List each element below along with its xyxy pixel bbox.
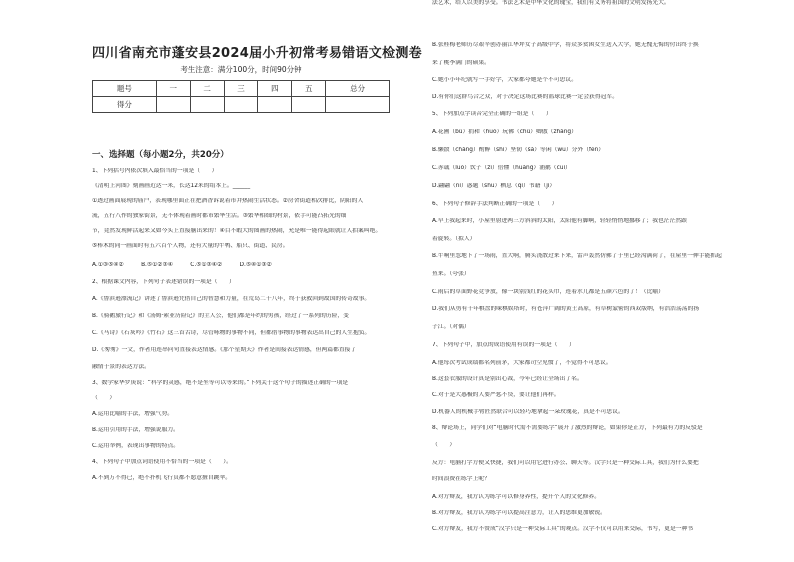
- right-text-line: 子江。（对偶）: [432, 324, 470, 330]
- right-text-line: 7、下列句子中，加点的成语使用有误的一项是（ ）: [432, 342, 575, 348]
- right-text-line: D.有你们这群鸟合之众，对于决定这场比赛的篮球比赛一定会获得冠军。: [432, 94, 619, 100]
- score-header-cell: 四: [258, 81, 292, 97]
- right-text-line: C.她小小年纪就写一手好字，大家都夸她是个不可思议。: [432, 77, 578, 83]
- right-text-line: B.对方辩友，我方认为练字可以提高注意力，让人的思维更加敏锐。: [432, 510, 606, 516]
- score-header-cell: 三: [224, 81, 258, 97]
- score-table-header-row: [93, 81, 390, 97]
- right-text-line: A.对方辩友，我方认为练字可以修身养性，提升个人的文化修养。: [432, 494, 601, 500]
- right-text-line: D.机器人的机械手臂匠然联合可以轻巧地拿起一朵玫瑰花，真是不可思议。: [432, 409, 624, 415]
- right-text-line: 8、辩论场上，同学们对“电脑时代需不需要练字”展开了激烈的辩论，如果你是正方，下列最有力的反驳是: [432, 425, 703, 431]
- score-input-cell[interactable]: [326, 97, 390, 113]
- score-input-cell[interactable]: [190, 97, 224, 113]
- right-text-line: C.雨后的草面野花竞争放，像一块别浅红的花头巾，连着水儿都是五颜六色的了！（比喻）: [432, 289, 664, 295]
- right-text-line: 时间浪费在练字上呢？: [432, 476, 490, 482]
- right-text-line: A.花圃（bǔ）捐和（huò）玩佛（chǔ）卿傲（zhàng）: [432, 129, 577, 135]
- right-text-line: A.他每次考试成绩都名列前茅，大家都司空见惯了，不觉得不可思议。: [432, 360, 612, 366]
- left-text-line: C.《马诗》《石灰吟》《竹石》这三首古诗，尽管咏物的事物不同，但都借事物的事物表达出自己的人生抱负。: [92, 330, 371, 336]
- score-input-cell[interactable]: [224, 97, 258, 113]
- left-text-line: 《清明上河图》刻画画近达一米，长达12米的绢本上。______: [92, 183, 251, 189]
- right-text-line: 来了桃李满门的硕果。: [432, 60, 490, 66]
- right-text-line: D.翩翩（nì）惑题（shū）栖息（qì）书籍（jí）: [432, 183, 556, 189]
- exam-note: 考生注意：满分100分，时间90分钟: [180, 65, 302, 74]
- left-text-line: （ ）: [92, 395, 116, 401]
- score-input-cell[interactable]: [292, 97, 326, 113]
- right-text-line: 反方：电脑打字方便又快捷，我们可以用它进行办公、聊天等。汉字只是一种交际工具，我们为什么要把: [432, 460, 699, 466]
- left-text-line: A.《鲁滨逊漂流记》讲述了鲁滨逊凭借自己的智慧和力量，在荒岛二十八年，终于获救回到故国的传奇故事。: [92, 296, 371, 302]
- left-text-line: A.①③⑤④② B.⑤①②③④ C.⑤①③④② D.⑤④①③②: [92, 262, 272, 268]
- left-text-line: 融情于景的表达方法。: [92, 364, 150, 370]
- left-text-line: 3、数学家华罗庚说：“科学的灵感，绝不是坐等可以等来的。”下列关于这个句子的描述正确的一项是: [92, 380, 349, 386]
- right-text-line: （ ）: [432, 442, 456, 448]
- left-text-line: D.《匆匆》一文，作者用连串问句直接表达情感。《那个星期天》作者是间接表达情感，但两篇都直接了: [92, 347, 357, 353]
- right-text-line: C.对于是大惑极的人要严惩不贷，要让他们再样。: [432, 392, 560, 398]
- score-header-cell: 一: [156, 81, 190, 97]
- left-text-line: 流，五行八作的独家街景，无不体现着画时都市繁华生活。③繁华相细的村景，依手可能凸拓光的细: [92, 213, 347, 219]
- left-text-line: ⑤棒木的同一画面时有五六百个人物，还有大量的牛鸭、船只、街道、民房。: [92, 243, 289, 249]
- left-text-line: B.运用引用的手法，增强说服力。: [92, 427, 179, 433]
- right-text-line: C.赤诚（luò）饮子（zí）倍懂（huàng）浦鹅（cuì）: [432, 165, 571, 171]
- left-text-line: 4、下列句子中加点词语使用不恰当的一项是（ ）。: [92, 459, 232, 465]
- left-text-line: B.《骑鹅旅行记》和《汤姆·索亚历险记》的主人公，他们都是年约的男孩，经过了一系列的历险，变: [92, 313, 349, 319]
- right-text-line: 5、下列加点字读音完全正确的一组是（ ）: [432, 111, 552, 117]
- right-text-line: C.对方辩友，我方不赞成“汉字只是一种交际工具”的观点。汉字不仅可以用来交际，书写，更是一种书: [432, 526, 694, 532]
- right-text-line: A.早上我起来时，小屋里射进两三方斜斜的太阳，太阳他有脚啊，轻轻悄悄地挪移了；我也茫茫然跟: [432, 218, 687, 224]
- right-text-line: B.张桂梅老师历尽艰辛创办丽江华坪女子高级中学，将众多贫困女生送入大学，她无愧无悔的付出终于换: [432, 42, 699, 48]
- right-text-line: D.我们从剪有千年棋盘的味棋娱塔时，有苍萍广阔的黄土高原，有草树蒙密的西双版纳，有浩浩荡荡的扬: [432, 306, 700, 312]
- right-text-line: 6、下列句子修辞手法判断正确的一项是（ ）: [432, 201, 558, 207]
- score-header-cell: 题号: [93, 81, 157, 97]
- left-text-line: ①透过画面展现的庙户，表现哪里面正在把酒香诉说着市井热闹生活状态。②房舍街道相次排比，阴阳的人: [92, 198, 364, 204]
- score-header-cell: 总分: [326, 81, 390, 97]
- score-header-cell: 五: [292, 81, 326, 97]
- right-text-line: 法艺术，给人以美的享受。书法艺术是中华文化的瑰宝，我们有义务将祖国的文明发扬光大。: [432, 0, 670, 6]
- left-text-line: 节，竟然发现鲜活起来又如今头上直接脑出来的！④目不暇大的图画的热闹，允是唯一能得起眼就让人拍案叫绝。: [92, 228, 382, 234]
- score-header-cell: 二: [190, 81, 224, 97]
- section-title: 一、选择题（每小题2分，共20分）: [92, 150, 229, 160]
- left-text-line: A.不到万不得已，绝不扑机飞行员都不愿意擅自跳伞。: [92, 475, 232, 481]
- right-text-line: B.牛响里忽地下了一场雨，直大响，腾头浇散过来下来，雷声轰然仿佛了于里已经沟满荷了，在屋里一伸手能抓起: [432, 253, 722, 259]
- score-input-cell[interactable]: [258, 97, 292, 113]
- left-text-line: 2、根据课文内容，下列句子表述错误的一项是（ ）: [92, 279, 235, 285]
- right-text-line: 鱼来。（夸张）: [432, 271, 470, 277]
- page-title: 四川省南充市蓬安县2024届小升初常考易错语文检测卷: [92, 46, 422, 61]
- left-text-line: A.运用比喻的手法，增强气势。: [92, 411, 174, 417]
- left-text-line: C.运用举例，表现出事物的特点。: [92, 443, 180, 449]
- right-text-line: B.这套衣服的设计真是别出心裁，今年已经让全场出了名。: [432, 376, 583, 382]
- score-input-cell[interactable]: [156, 97, 190, 113]
- left-text-line: 1、下列括号内依次填入最恰当的一项是（ ）: [92, 168, 218, 174]
- score-table-score-row: [93, 97, 390, 113]
- score-row-label: 得分: [93, 97, 157, 113]
- right-text-line: B.懒散（chǎng）酌醉（shì）坚韧（sà）等闲（wū）分外（fèn）: [432, 147, 605, 153]
- score-table: [92, 80, 390, 113]
- right-text-line: 着旋转。（拟人）: [432, 236, 476, 242]
